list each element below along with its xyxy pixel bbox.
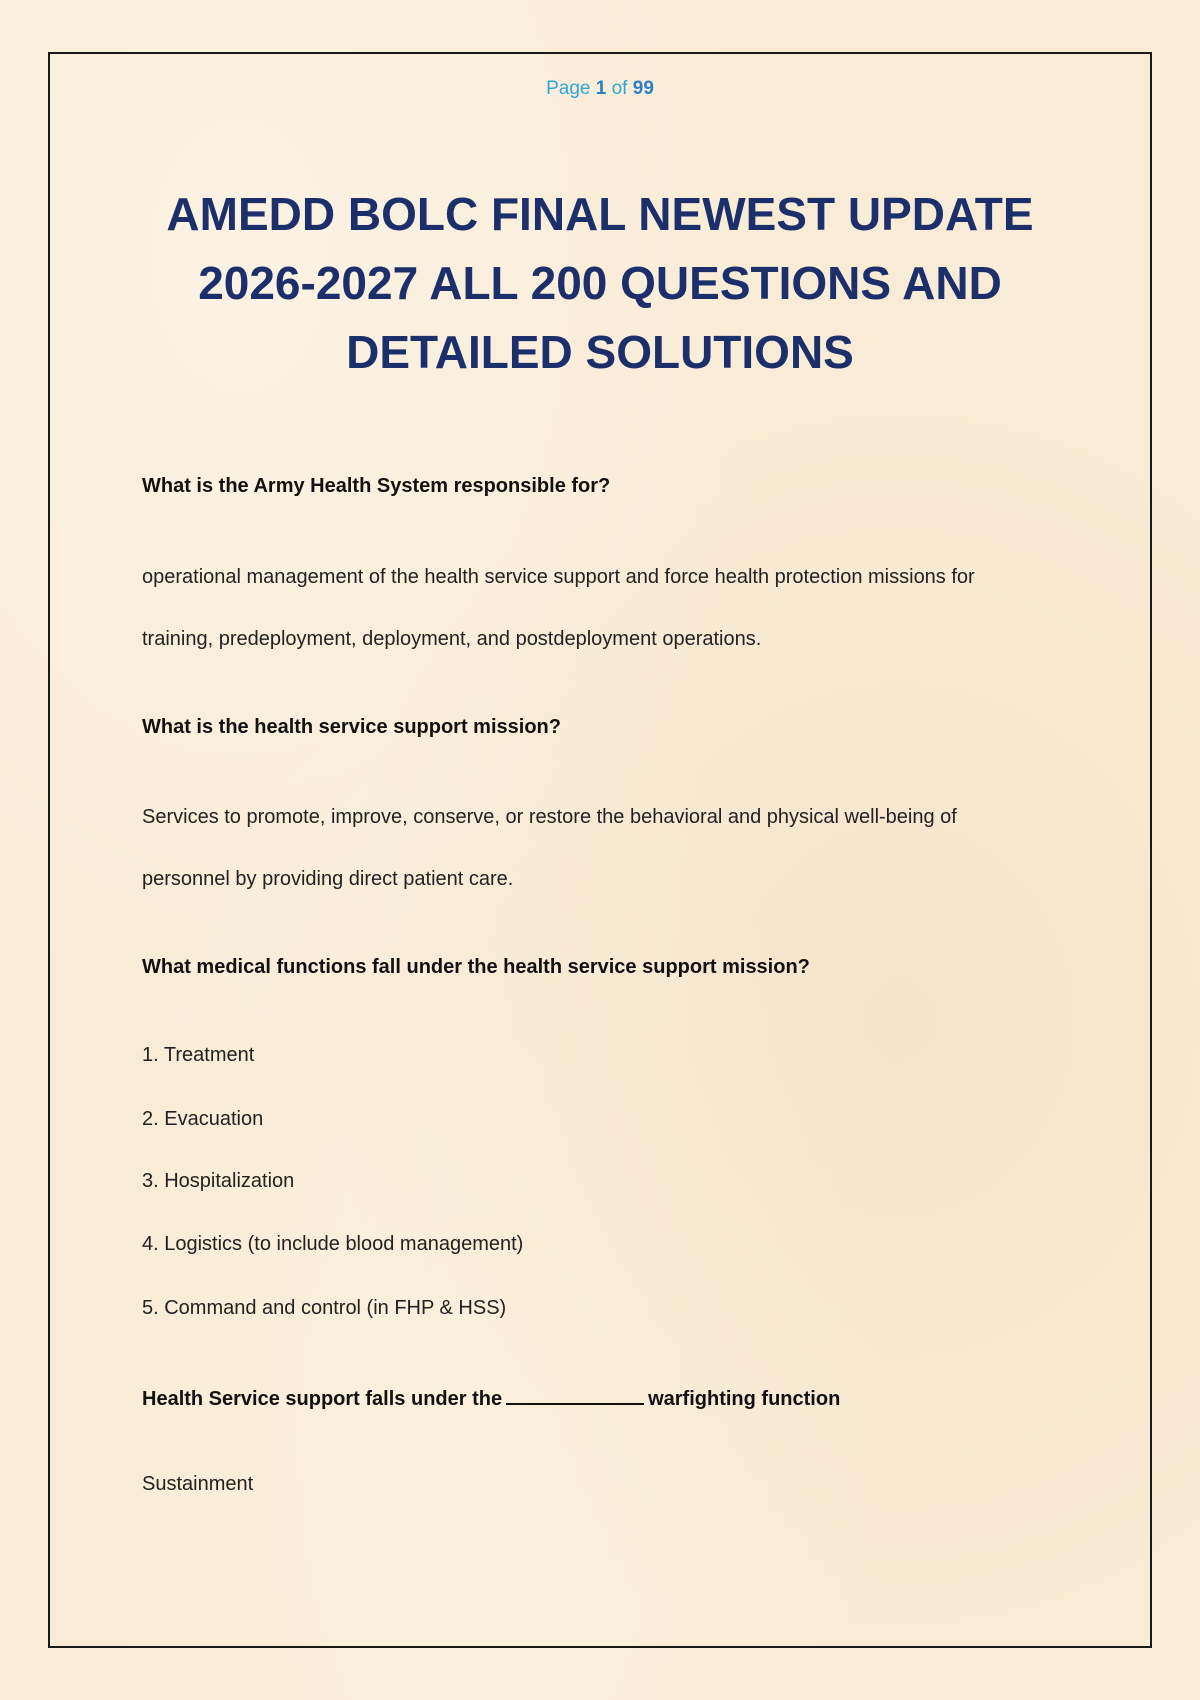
answer-2-line-1: Services to promote, improve, conserve, or restore the behavioral and physical well-being of (142, 806, 957, 828)
page-prefix: Page (546, 78, 591, 99)
list-item-logistics: 4. Logistics (to include blood management) (142, 1233, 524, 1255)
answer-1-line-2: training, predeployment, deployment, and postdeployment operations. (142, 628, 762, 650)
title-line-3: DETAILED SOLUTIONS (346, 326, 854, 378)
fill-in-blank (506, 1385, 644, 1405)
question-4 (142, 1385, 840, 1411)
page-total: 99 (632, 78, 654, 99)
question-4-after-blank: warfighting function (648, 1388, 841, 1410)
answer-4: Sustainment (142, 1473, 254, 1495)
title-line-1: AMEDD BOLC FINAL NEWEST UPDATE (166, 188, 1034, 240)
answer-2-line-2: personnel by providing direct patient care. (142, 868, 514, 890)
list-item-command-control: 5. Command and control (in FHP & HSS) (142, 1297, 507, 1319)
question-1: What is the Army Health System responsible for? (142, 475, 611, 497)
title-line-2: 2026-2027 ALL 200 QUESTIONS AND (198, 257, 1002, 309)
question-2: What is the health service support mission? (142, 716, 561, 738)
list-item-evacuation: 2. Evacuation (142, 1108, 264, 1130)
page-of: of (611, 78, 628, 99)
document-title (150, 180, 1050, 387)
answer-1-line-1: operational management of the health service support and force health protection missions for (142, 566, 975, 588)
list-item-hospitalization: 3. Hospitalization (142, 1170, 295, 1192)
question-4-before-blank: Health Service support falls under the (142, 1388, 503, 1410)
question-3: What medical functions fall under the health service support mission? (142, 956, 810, 978)
list-item-treatment: 1. Treatment (142, 1044, 255, 1066)
page-counter (0, 78, 1200, 100)
page-current: 1 (595, 78, 607, 99)
